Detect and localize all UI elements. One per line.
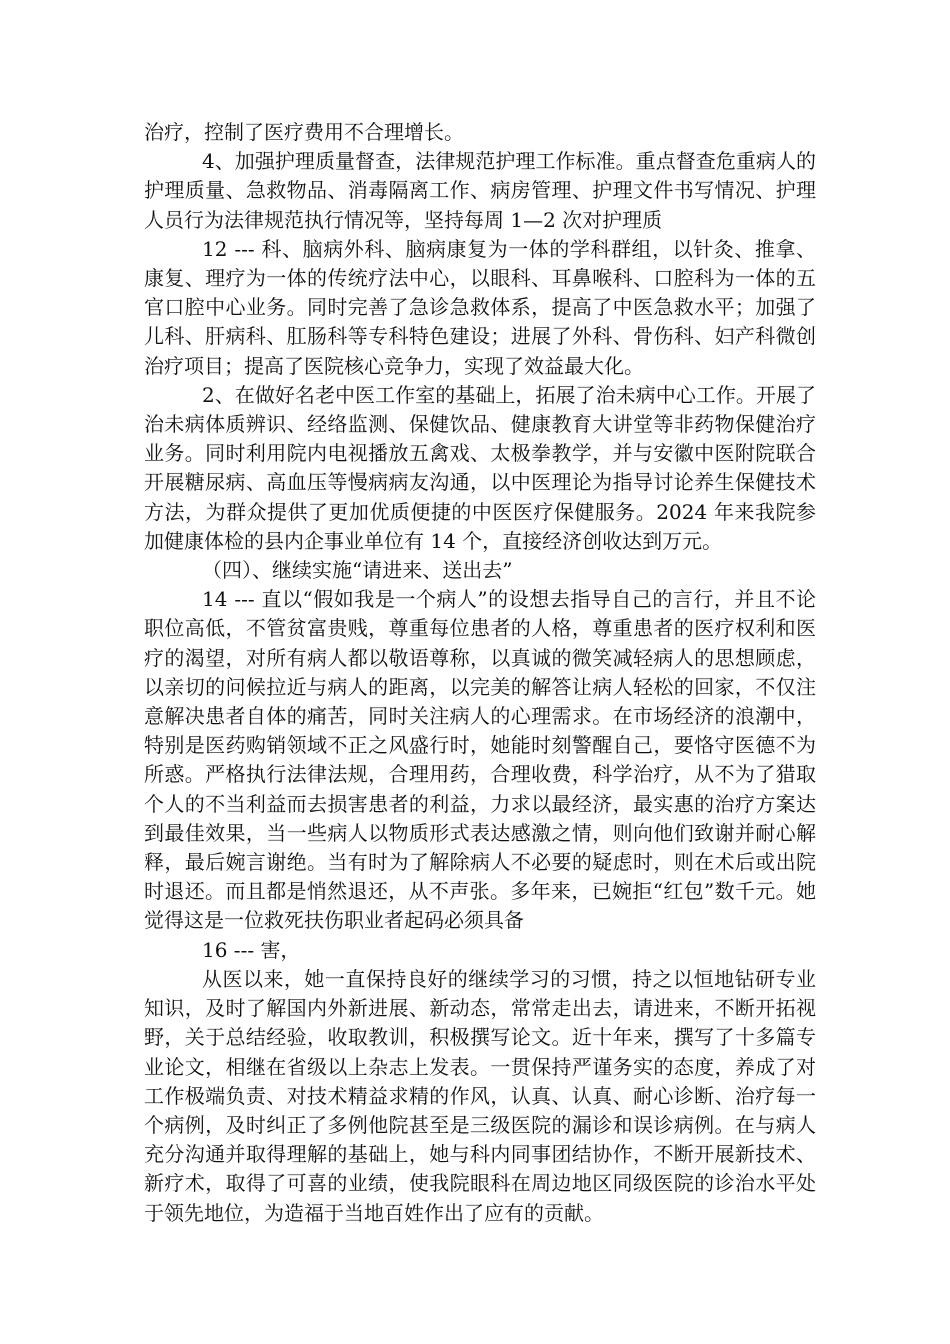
paragraph-3: 12 --- 科、脑病外科、脑病康复为一体的学科群组，以针灸、推拿、康复、理疗为一体的传统疗法中心，以眼科、耳鼻喉科、口腔科为一体的五官口腔中心业务。同时完善了急诊急救体系，提高了中医急救水平；加强了儿科、肝病科、肛肠科等专科特色建设；进展了外科、骨伤科、妇产科微创治疗项目；提高了医院核心竞争力，实现了效益最大化。 bbox=[144, 236, 816, 378]
paragraph-1: 治疗，控制了医疗费用不合理增长。 bbox=[144, 120, 464, 144]
document-body bbox=[144, 118, 816, 1228]
paragraph-5: 14 --- 直以“假如我是一个病人”的设想去指导自己的言行，并且不论职位高低，不管贫富贵贱，尊重每位患者的人格，尊重患者的医疗权利和医疗的渴望，对所有病人都以敬语尊称，以真诚的微笑减轻病人的思想顾虑，以亲切的问候拉近与病人的距离，以完美的解答让病人轻松的回家，不仅注意解决患者自体的痛苦，同时关注病人的心理需求。在市场经济的浪潮中，特别是医药购销领域不正之风盛行时，她能时刻警醒自己，要恪守医德不为所惑。严格执行法律法规，合理用药，合理收费，科学治疗，从不为了猎取个人的不当利益而去损害患者的利益，力求以最经济，最实惠的治疗方案达到最佳效果，当一些病人以物质形式表达感激之情，则向他们致谢并耐心解释，最后婉言谢绝。当有时为了解除病人不必要的疑虑时，则在术后或出院时退还。而且都是悄然退还，从不声张。多年来，已婉拒“红包”数千元。她觉得这是一位救死扶伤职业者起码必须具备 bbox=[144, 587, 816, 933]
paragraph-7: 从医以来，她一直保持良好的继续学习的习惯，持之以恒地钻研专业知识，及时了解国内外新进展、新动态，常常走出去，请进来，不断开拓视野，关于总结经验，收取教训，积极撰写论文。近十年来，撰写了十多篇专业论文，相继在省级以上杂志上发表。一贯保持严谨务实的态度，养成了对工作极端负责、对技术精益求精的作风，认真、认真、耐心诊断、治疗每一个病例，及时纠正了多例他院甚至是三级医院的漏诊和误诊病例。在与病人充分沟通并取得理解的基础上，她与科内同事团结协作，不断开展新技术、新疗术，取得了可喜的业绩，使我院眼科在周边地区同级医院的诊治水平处于领先地位，为造福于当地百姓作出了应有的贡献。 bbox=[144, 966, 816, 1225]
section-heading: （四）、继续实施“请进来、送出去” bbox=[202, 558, 513, 583]
paragraph-2: 4、加强护理质量督查，法律规范护理工作标准。重点督查危重病人的护理质量、急救物品、消毒隔离工作、病房管理、护理文件书写情况、护理人员行为法律规范执行情况等，坚持每周 1—2 次对护理质 bbox=[144, 149, 816, 232]
paragraph-4: 2、在做好名老中医工作室的基础上，拓展了治未病中心工作。开展了治未病体质辨识、经络监测、保健饮品、健康教育大讲堂等非药物保健治疗业务。同时利用院内电视播放五禽戏、太极拳教学，并与安徽中医附院联合开展糖尿病、高血压等慢病病友沟通，以中医理论为指导讨论养生保健技术方法，为群众提供了更加优质便捷的中医医疗保健服务。2024 年来我院参加健康体检的县内企事业单位有 14 个，直接经济创收达到万元。 bbox=[144, 382, 816, 553]
paragraph-6: 16 --- 害， bbox=[202, 937, 301, 962]
